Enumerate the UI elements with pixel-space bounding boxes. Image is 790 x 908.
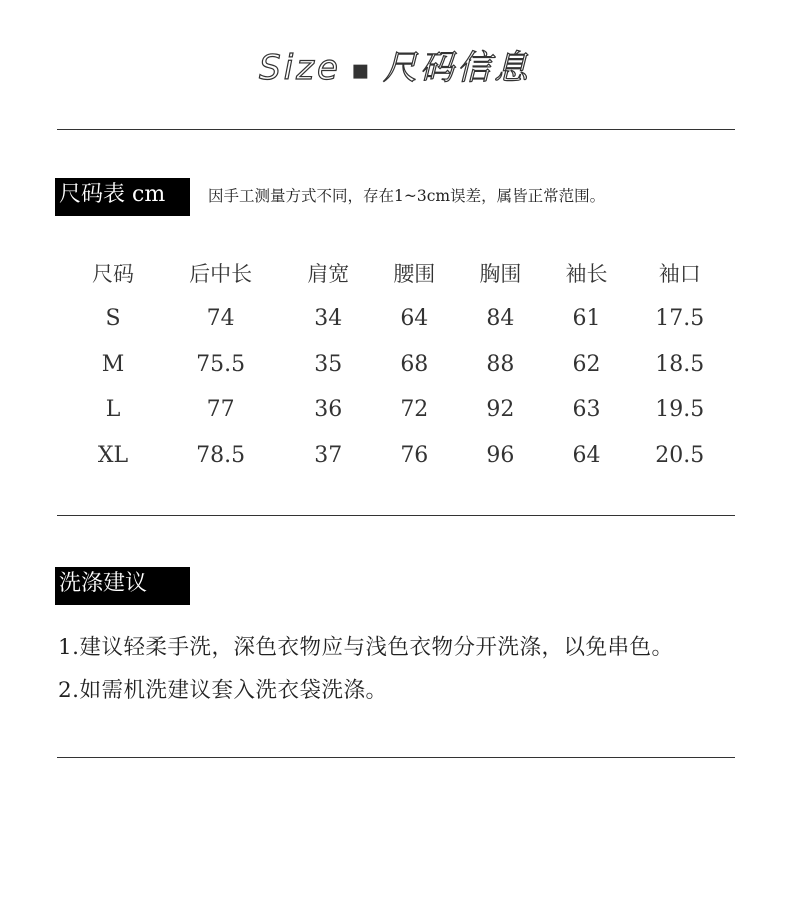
title-chinese: 尺码信息 [382,48,531,88]
table-cell: 37 [314,442,343,468]
column-header: 腰围 [393,262,436,286]
table-cell: 64 [572,442,601,468]
table-cell: 74 [206,306,235,332]
table-cell: M [101,351,125,377]
table-cell: 62 [572,351,601,377]
table-cell: 17.5 [655,306,705,332]
table-cell: 96 [486,442,515,468]
size-table [70,250,730,478]
table-row [70,433,730,479]
table-cell: XL [97,442,129,468]
table-cell: 63 [572,397,601,423]
table-cell: 19.5 [655,397,705,423]
page-title [0,40,790,89]
table-cell: 35 [314,351,343,377]
table-cell: 18.5 [655,351,705,377]
table-cell: 36 [314,397,343,423]
table-cell: 78.5 [196,442,246,468]
table-cell: 20.5 [655,442,705,468]
divider-bottom [57,757,735,758]
title-english: Size [259,48,341,88]
table-cell: 88 [486,351,515,377]
table-cell: 76 [400,442,429,468]
table-cell: 64 [400,306,429,332]
care-item-2: 2.如需机洗建议套入洗衣袋洗涤。 [58,678,388,703]
table-cell: 77 [206,397,235,423]
care-item-1: 1.建议轻柔手洗，深色衣物应与浅色衣物分开洗涤，以免串色。 [58,635,674,660]
table-cell: 34 [314,306,343,332]
table-header-row [70,250,730,296]
divider-top [57,129,735,130]
care-label: 洗涤建议 [55,567,190,605]
table-cell: 68 [400,351,429,377]
table-row [70,296,730,342]
table-cell: 72 [400,397,429,423]
divider-middle [57,515,735,516]
column-header: 尺码 [92,262,135,286]
table-cell: S [105,306,121,332]
table-cell: 92 [486,397,515,423]
column-header: 肩宽 [307,262,350,286]
column-header: 胸围 [479,262,522,286]
table-cell: 84 [486,306,515,332]
title-separator: ▪ [350,53,373,86]
column-header: 袖口 [658,262,701,286]
table-cell: 61 [572,306,601,332]
column-header: 袖长 [565,262,608,286]
column-header: 后中长 [189,262,253,286]
table-cell: L [105,397,121,423]
table-row [70,387,730,433]
size-table-label: 尺码表 cm [55,178,190,216]
table-cell: 75.5 [196,351,246,377]
measurement-note: 因手工测量方式不同，存在1~3cm误差，属皆正常范围。 [208,187,606,205]
table-row [70,342,730,388]
